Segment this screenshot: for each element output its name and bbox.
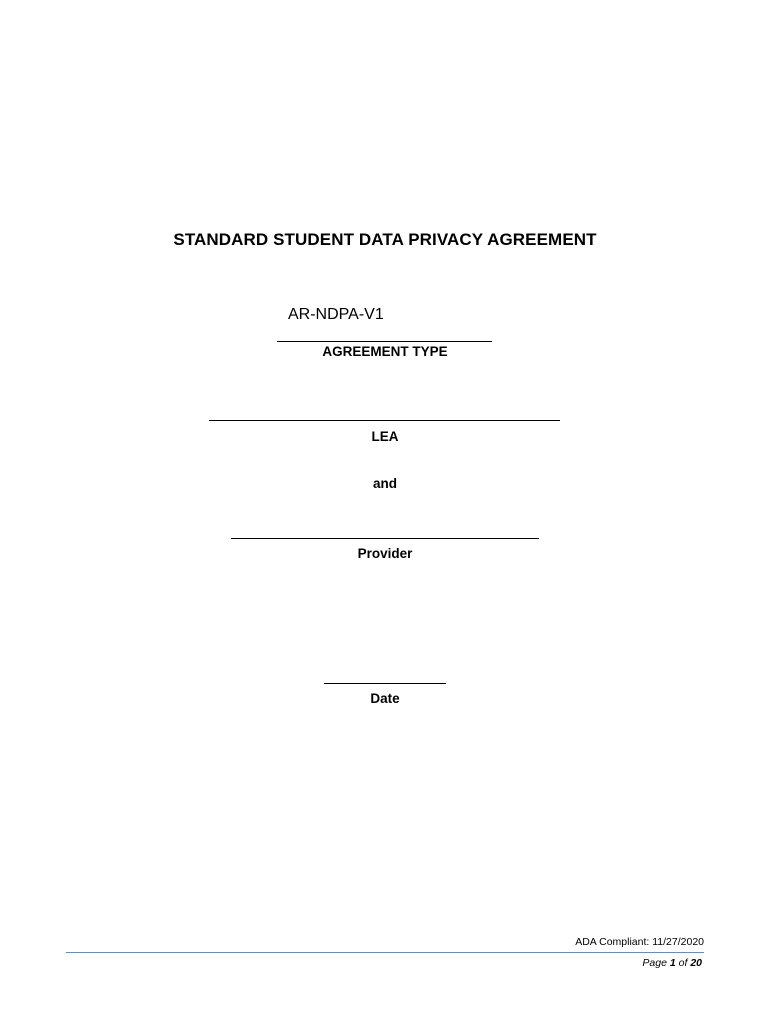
date-line (324, 683, 446, 684)
lea-label: LEA (371, 429, 399, 444)
page-prefix: Page (642, 957, 670, 969)
date-label: Date (370, 691, 400, 706)
page-total: 20 (690, 957, 702, 969)
document-title: STANDARD STUDENT DATA PRIVACY AGREEMENT (173, 230, 597, 249)
page-number (642, 957, 702, 969)
lea-line (209, 420, 560, 421)
footer-divider (66, 952, 704, 953)
provider-line (231, 538, 539, 539)
provider-label: Provider (357, 546, 413, 561)
and-text: and (372, 476, 397, 491)
ada-compliant-note: ADA Compliant: 11/27/2020 (575, 936, 704, 948)
agreement-type-line (277, 341, 492, 342)
page-of: of (675, 957, 691, 969)
page-current: 1 (669, 957, 676, 969)
agreement-type-value: AR-NDPA-V1 (288, 306, 384, 323)
agreement-type-label: AGREEMENT TYPE (322, 344, 448, 359)
